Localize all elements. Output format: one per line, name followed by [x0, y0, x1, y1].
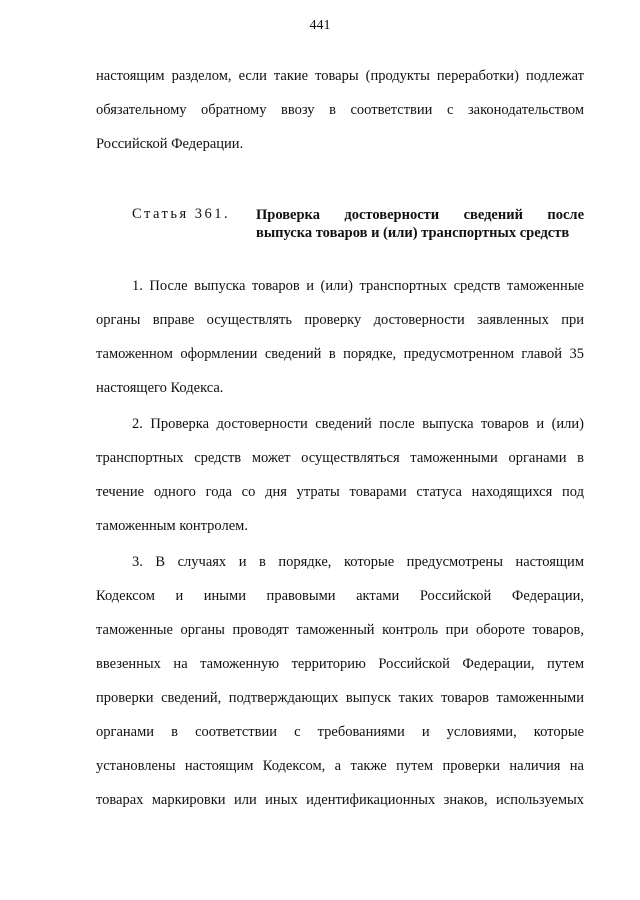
text-line: настоящим разделом, если такие товары (продукты переработки) подлежат [96, 68, 584, 84]
text-line: 1. После выпуска товаров и (или) транспортных средств таможенные [132, 278, 584, 294]
text-line: ввезенных на таможенную территорию Российской Федерации, путем [96, 656, 584, 672]
article-title-line: выпуска товаров и (или) транспортных средств [256, 225, 570, 241]
text-line: таможенном оформлении сведений в порядке, предусмотренном главой 35 [96, 346, 584, 362]
text-line: Кодексом и иными правовыми актами Российской Федерации, [96, 588, 584, 604]
paragraph-2 [96, 414, 584, 550]
paragraph-3 [96, 552, 584, 824]
page-number: 441 [309, 18, 331, 33]
text-line: установлены настоящим Кодексом, а также путем проверки наличия на [96, 758, 584, 774]
article-title-line: Проверка достоверности сведений после [256, 207, 584, 223]
text-line: 2. Проверка достоверности сведений после выпуска товаров и (или) [132, 416, 584, 432]
text-line: обязательному обратному ввозу в соответствии с законодательством [96, 102, 584, 118]
text-line: товарах маркировки или иных идентификационных знаков, используемых [96, 792, 584, 808]
text-line: таможенные органы проводят таможенный контроль при обороте товаров, [96, 622, 584, 638]
article-label: Статья 361. [132, 206, 231, 222]
paragraph-1 [96, 276, 584, 412]
text-line: органами в соответствии с требованиями и условиями, которые [96, 724, 584, 740]
text-line: настоящего Кодекса. [96, 380, 224, 396]
text-line: проверки сведений, подтверждающих выпуск таких товаров таможенными [96, 690, 584, 706]
article-title [256, 206, 584, 242]
text-line: органы вправе осуществлять проверку достоверности заявленных при [96, 312, 584, 328]
text-line: транспортных средств может осуществляться таможенными органами в [96, 450, 584, 466]
text-line: течение одного года со дня утраты товарами статуса находящихся под [96, 484, 584, 500]
text-line: Российской Федерации. [96, 136, 244, 152]
text-line: таможенным контролем. [96, 518, 248, 534]
carryover-paragraph [96, 66, 584, 168]
text-line: 3. В случаях и в порядке, которые предусмотрены настоящим [132, 554, 584, 570]
